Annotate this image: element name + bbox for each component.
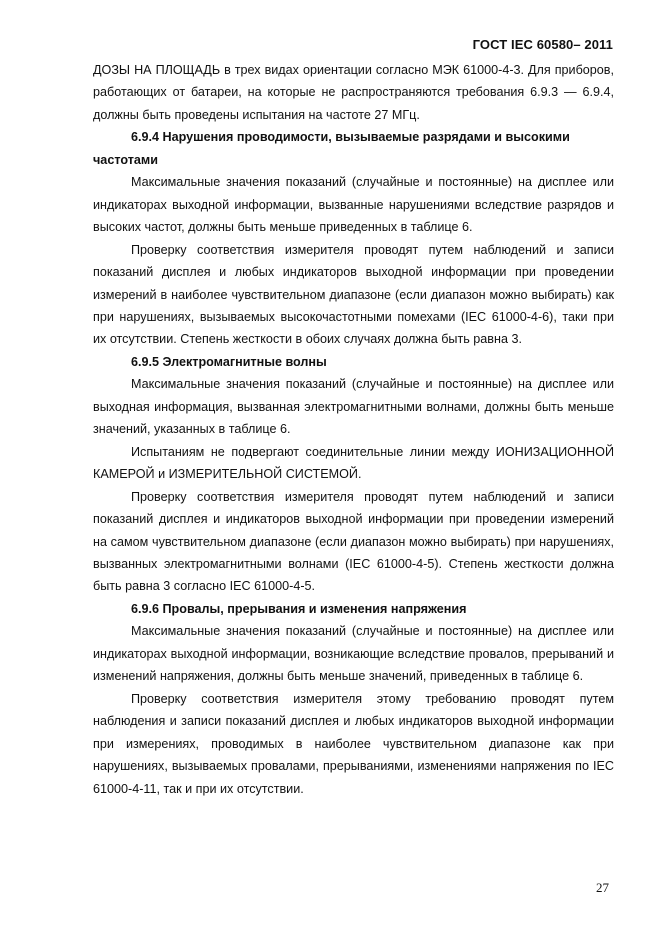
document-code-header: ГОСТ IEC 60580– 2011 [472,37,613,52]
page-number: 27 [596,880,609,895]
paragraph: Проверку соответствия измерителя проводят путем наблюдений и записи показаний дисплея и индикаторов выходной информации при проведении измерений на самом чувствительном диапазоне (если диапазон можно выбирать) при нарушениях, вызванных электромагнитными волнами (IEC 61000-4-5). Степень жесткости должна быть равна 3 согласно IEC 61000-4-5. [93,489,614,594]
paragraph: Максимальные значения показаний (случайные и постоянные) на дисплее или индикаторах выходной информации, вызванные нарушениями вследствие разрядов и высоких частот, должны быть меньше приведенных в таблице 6. [93,175,614,235]
paragraph: Максимальные значения показаний (случайные и постоянные) на дисплее или выходная информация, вызванная электромагнитными волнами, должны быть меньше значений, указанных в таблице 6. [93,377,614,437]
paragraph: Проверку соответствия измерителя этому требованию проводят путем наблюдения и записи показаний дисплея и любых индикаторов выходной информации при измерениях, проводимых в наиболее чувствительном диапазоне как при нарушениях, вызываемых провалами, прерываниями, изменениями напряжения по IEC 61000-4-11, так и при их отсутствии. [93,691,614,796]
document-body [93,59,614,800]
section-heading-6-9-4: 6.9.4 Нарушения проводимости, вызываемые разрядами и высокими частотами [93,130,570,167]
section-heading-6-9-5: 6.9.5 Электромагнитные волны [131,354,327,369]
paragraph: Максимальные значения показаний (случайные и постоянные) на дисплее или индикаторах выходной информации, возникающие вследствие провалов, прерываний и изменений напряжения, должны быть меньше значений, приведенных в таблице 6. [93,624,614,684]
paragraph: Проверку соответствия измерителя проводят путем наблюдений и записи показаний дисплея и любых индикаторов выходной информации при проведении измерений в наиболее чувствительном диапазоне (если диапазон можно выбирать) как при нарушениях, вызываемых высокочастотными помехами (IEC 61000-4-6), таки при их отсутствии. Степень жесткости в обоих случаях должна быть равна 3. [93,242,614,347]
paragraph: Испытаниям не подвергают соединительные линии между ИОНИЗАЦИОННОЙ КАМЕРОЙ и ИЗМЕРИТЕЛЬНОЙ СИСТЕМОЙ. [93,444,614,482]
section-heading-6-9-6: 6.9.6 Провалы, прерывания и изменения напряжения [131,601,467,616]
paragraph-continuation: ДОЗЫ НА ПЛОЩАДЬ в трех видах ориентации согласно МЭК 61000-4-3. Для приборов, работающих от батареи, на которые не распространяются требования 6.9.3 — 6.9.4, должны быть проведены испытания на частоте 27 МГц. [93,63,614,122]
